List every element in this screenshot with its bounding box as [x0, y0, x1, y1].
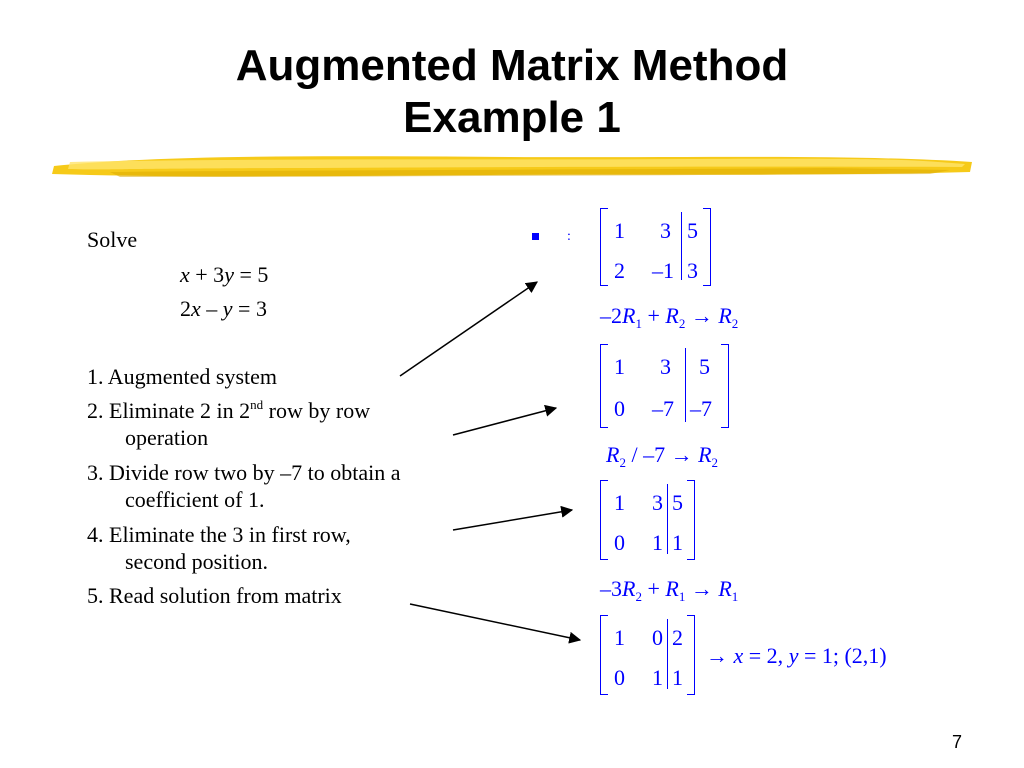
op3-r1: R: [622, 576, 636, 601]
solution-y: y: [788, 643, 799, 668]
matrix-cell: 3: [660, 354, 671, 379]
op2-res-sub: 2: [711, 455, 719, 470]
matrix-cell: 1: [652, 665, 663, 690]
matrix-cell: 1: [672, 665, 683, 690]
matrix-cell: 1: [652, 530, 663, 555]
matrix-cell: –7: [690, 396, 712, 421]
eq2-coef: 2: [180, 296, 191, 321]
arrow-step-5: [410, 604, 580, 640]
matrix-cell: 3: [660, 218, 671, 243]
step-5-text: 5. Read solution from matrix: [87, 583, 342, 608]
op1-r2-sub: 2: [678, 316, 686, 331]
op1-r2: R: [665, 303, 679, 328]
arrow-step-4: [453, 510, 572, 530]
matrix-cell: 0: [614, 665, 625, 690]
title-line-2: Example 1: [403, 93, 621, 142]
solution-y-value: = 1; (2,1): [803, 643, 887, 668]
op1-coef: –2: [600, 303, 622, 328]
op3-res: R: [718, 576, 732, 601]
op2-r: R: [606, 442, 620, 467]
matrix-cell: 1: [614, 218, 625, 243]
matrix-cell: 1: [614, 625, 625, 650]
eq1-rhs: = 5: [239, 262, 269, 287]
step-1-text: 1. Augmented system: [87, 364, 278, 389]
op1-res-sub: 2: [731, 316, 739, 331]
matrix-cell: 3: [652, 490, 663, 515]
solution-x: x: [733, 643, 744, 668]
op2-r-sub: 2: [619, 455, 626, 470]
matrix-cell: 5: [687, 218, 698, 243]
step-4-line-2: second position.: [125, 549, 268, 574]
solve-label: Solve: [87, 227, 138, 252]
eq1-var-y: y: [224, 262, 234, 287]
matrix-cell: –1: [652, 258, 674, 283]
op3-res-sub: 1: [731, 589, 739, 604]
step-3-line-2: coefficient of 1.: [125, 487, 265, 512]
matrix-cell: 3: [687, 258, 698, 283]
op3-arrow-icon: →: [690, 576, 713, 601]
op1-r1-sub: 1: [635, 316, 642, 331]
matrix-cell: 0: [652, 625, 663, 650]
op3-coef: –3: [600, 576, 622, 601]
step-2-line-2: operation: [125, 425, 209, 450]
op2-div: / –7: [631, 442, 666, 467]
matrix-cell: 1: [672, 530, 683, 555]
eq1-var-x: x: [180, 262, 190, 287]
op1-plus: +: [647, 303, 660, 328]
step-2-sup: nd: [250, 397, 264, 412]
page-number: 7: [952, 732, 963, 752]
eq2-minus: –: [206, 296, 218, 321]
op1-arrow-icon: →: [690, 303, 713, 328]
step-3-text: 3. Divide row two by –7 to obtain a: [87, 460, 401, 485]
matrix-cell: 1: [614, 490, 625, 515]
solution-arrow-icon: →: [706, 643, 728, 668]
op2-arrow-icon: →: [670, 442, 693, 467]
step-4-text: 4. Eliminate the 3 in first row,: [87, 522, 351, 547]
op3-r2-sub: 1: [678, 589, 686, 604]
op2-res: R: [698, 442, 712, 467]
matrix-cell: 0: [614, 530, 625, 555]
eq2-var-y: y: [222, 296, 233, 321]
op1-r1: R: [622, 303, 636, 328]
matrix-cell: 2: [672, 625, 683, 650]
matrix-cell: 2: [614, 258, 625, 283]
title-line-1: Augmented Matrix Method: [235, 41, 789, 90]
op3-r2: R: [665, 576, 679, 601]
op1-res: R: [718, 303, 732, 328]
arrow-step-2: [453, 408, 556, 435]
matrix-cell: 5: [672, 490, 683, 515]
eq1-coef: + 3: [195, 262, 225, 287]
arrow-step-1: [400, 282, 537, 376]
op3-r1-sub: 2: [635, 589, 642, 604]
matrix-cell: 1: [614, 354, 625, 379]
step-2-text-b: row by row: [263, 398, 371, 423]
matrix-cell: 5: [699, 354, 710, 379]
solution-x-value: = 2,: [748, 643, 784, 668]
step-2-text-a: 2. Eliminate 2 in 2: [87, 398, 251, 423]
op3-plus: +: [647, 576, 660, 601]
matrix-cell: –7: [652, 396, 674, 421]
eq2-var-x: x: [191, 296, 201, 321]
colon-mark: :: [567, 229, 571, 244]
eq2-rhs: = 3: [238, 296, 267, 321]
matrix-cell: 0: [614, 396, 625, 421]
